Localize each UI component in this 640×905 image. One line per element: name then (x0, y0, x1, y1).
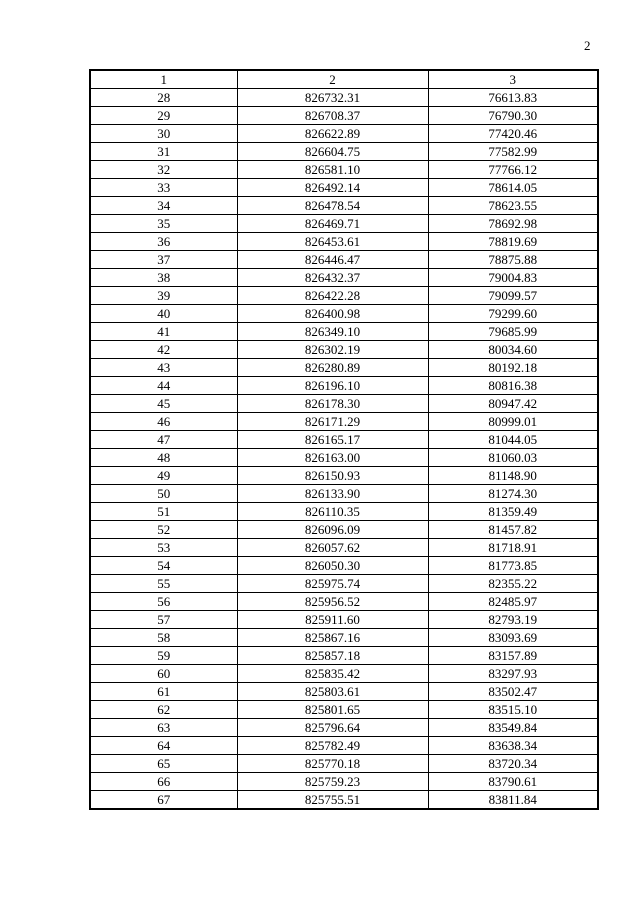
y-coordinate-cell: 83515.10 (428, 701, 598, 719)
point-number-cell: 48 (90, 449, 237, 467)
y-coordinate-cell: 81773.85 (428, 557, 598, 575)
table-row (90, 161, 598, 179)
column-header-3: 3 (428, 70, 598, 89)
x-coordinate-cell: 826732.31 (237, 89, 428, 107)
x-coordinate-cell: 825782.49 (237, 737, 428, 755)
table-row (90, 449, 598, 467)
table-row (90, 557, 598, 575)
table-row (90, 485, 598, 503)
point-number-cell: 56 (90, 593, 237, 611)
point-number-cell: 34 (90, 197, 237, 215)
y-coordinate-cell: 76790.30 (428, 107, 598, 125)
coordinates-table (89, 69, 599, 810)
point-number-cell: 42 (90, 341, 237, 359)
x-coordinate-cell: 825796.64 (237, 719, 428, 737)
point-number-cell: 33 (90, 179, 237, 197)
table-row (90, 377, 598, 395)
x-coordinate-cell: 826280.89 (237, 359, 428, 377)
x-coordinate-cell: 826196.10 (237, 377, 428, 395)
y-coordinate-cell: 79299.60 (428, 305, 598, 323)
y-coordinate-cell: 83297.93 (428, 665, 598, 683)
table-row (90, 89, 598, 107)
x-coordinate-cell: 825867.16 (237, 629, 428, 647)
x-coordinate-cell: 826432.37 (237, 269, 428, 287)
x-coordinate-cell: 826050.30 (237, 557, 428, 575)
x-coordinate-cell: 826478.54 (237, 197, 428, 215)
y-coordinate-cell: 79004.83 (428, 269, 598, 287)
table-row (90, 287, 598, 305)
point-number-cell: 49 (90, 467, 237, 485)
table-row (90, 179, 598, 197)
x-coordinate-cell: 825975.74 (237, 575, 428, 593)
point-number-cell: 67 (90, 791, 237, 810)
y-coordinate-cell: 83811.84 (428, 791, 598, 810)
point-number-cell: 63 (90, 719, 237, 737)
point-number-cell: 47 (90, 431, 237, 449)
page-number: 2 (584, 38, 591, 53)
table-row (90, 107, 598, 125)
y-coordinate-cell: 78623.55 (428, 197, 598, 215)
y-coordinate-cell: 78819.69 (428, 233, 598, 251)
point-number-cell: 45 (90, 395, 237, 413)
y-coordinate-cell: 80947.42 (428, 395, 598, 413)
table-header (90, 70, 598, 89)
point-number-cell: 59 (90, 647, 237, 665)
point-number-cell: 58 (90, 629, 237, 647)
point-number-cell: 50 (90, 485, 237, 503)
point-number-cell: 62 (90, 701, 237, 719)
point-number-cell: 66 (90, 773, 237, 791)
table-row (90, 143, 598, 161)
y-coordinate-cell: 81718.91 (428, 539, 598, 557)
y-coordinate-cell: 77420.46 (428, 125, 598, 143)
table-row (90, 629, 598, 647)
x-coordinate-cell: 826057.62 (237, 539, 428, 557)
x-coordinate-cell: 826622.89 (237, 125, 428, 143)
x-coordinate-cell: 825770.18 (237, 755, 428, 773)
table-row (90, 575, 598, 593)
point-number-cell: 44 (90, 377, 237, 395)
table-row (90, 539, 598, 557)
x-coordinate-cell: 826492.14 (237, 179, 428, 197)
table-row (90, 719, 598, 737)
point-number-cell: 38 (90, 269, 237, 287)
y-coordinate-cell: 80816.38 (428, 377, 598, 395)
point-number-cell: 37 (90, 251, 237, 269)
x-coordinate-cell: 826581.10 (237, 161, 428, 179)
y-coordinate-cell: 79685.99 (428, 323, 598, 341)
x-coordinate-cell: 826096.09 (237, 521, 428, 539)
column-header-2: 2 (237, 70, 428, 89)
table-row (90, 737, 598, 755)
y-coordinate-cell: 81044.05 (428, 431, 598, 449)
x-coordinate-cell: 826163.00 (237, 449, 428, 467)
point-number-cell: 32 (90, 161, 237, 179)
x-coordinate-cell: 826150.93 (237, 467, 428, 485)
x-coordinate-cell: 826302.19 (237, 341, 428, 359)
x-coordinate-cell: 825835.42 (237, 665, 428, 683)
point-number-cell: 61 (90, 683, 237, 701)
table-row (90, 647, 598, 665)
x-coordinate-cell: 826453.61 (237, 233, 428, 251)
table-row (90, 755, 598, 773)
table-row (90, 791, 598, 810)
table-row (90, 215, 598, 233)
table-row (90, 665, 598, 683)
x-coordinate-cell: 825956.52 (237, 593, 428, 611)
table-row (90, 413, 598, 431)
table-row (90, 467, 598, 485)
point-number-cell: 55 (90, 575, 237, 593)
x-coordinate-cell: 826110.35 (237, 503, 428, 521)
y-coordinate-cell: 81148.90 (428, 467, 598, 485)
point-number-cell: 41 (90, 323, 237, 341)
table-row (90, 341, 598, 359)
table-row (90, 251, 598, 269)
point-number-cell: 51 (90, 503, 237, 521)
column-header-1: 1 (90, 70, 237, 89)
point-number-cell: 53 (90, 539, 237, 557)
x-coordinate-cell: 826469.71 (237, 215, 428, 233)
y-coordinate-cell: 78692.98 (428, 215, 598, 233)
x-coordinate-cell: 826604.75 (237, 143, 428, 161)
point-number-cell: 65 (90, 755, 237, 773)
x-coordinate-cell: 826171.29 (237, 413, 428, 431)
x-coordinate-cell: 826165.17 (237, 431, 428, 449)
table-row (90, 503, 598, 521)
y-coordinate-cell: 77766.12 (428, 161, 598, 179)
x-coordinate-cell: 825801.65 (237, 701, 428, 719)
point-number-cell: 28 (90, 89, 237, 107)
x-coordinate-cell: 826400.98 (237, 305, 428, 323)
y-coordinate-cell: 83093.69 (428, 629, 598, 647)
x-coordinate-cell: 826446.47 (237, 251, 428, 269)
y-coordinate-cell: 79099.57 (428, 287, 598, 305)
point-number-cell: 64 (90, 737, 237, 755)
point-number-cell: 46 (90, 413, 237, 431)
point-number-cell: 52 (90, 521, 237, 539)
table-row (90, 197, 598, 215)
y-coordinate-cell: 78875.88 (428, 251, 598, 269)
header-row (90, 70, 598, 89)
y-coordinate-cell: 80192.18 (428, 359, 598, 377)
x-coordinate-cell: 825803.61 (237, 683, 428, 701)
table-row (90, 683, 598, 701)
y-coordinate-cell: 83157.89 (428, 647, 598, 665)
table-row (90, 323, 598, 341)
point-number-cell: 29 (90, 107, 237, 125)
y-coordinate-cell: 81457.82 (428, 521, 598, 539)
point-number-cell: 57 (90, 611, 237, 629)
point-number-cell: 31 (90, 143, 237, 161)
x-coordinate-cell: 826422.28 (237, 287, 428, 305)
y-coordinate-cell: 83549.84 (428, 719, 598, 737)
point-number-cell: 30 (90, 125, 237, 143)
table-row (90, 701, 598, 719)
table-row (90, 125, 598, 143)
point-number-cell: 40 (90, 305, 237, 323)
table-row (90, 233, 598, 251)
x-coordinate-cell: 826178.30 (237, 395, 428, 413)
table-row (90, 395, 598, 413)
table-row (90, 521, 598, 539)
y-coordinate-cell: 80999.01 (428, 413, 598, 431)
x-coordinate-cell: 826133.90 (237, 485, 428, 503)
point-number-cell: 60 (90, 665, 237, 683)
x-coordinate-cell: 825759.23 (237, 773, 428, 791)
y-coordinate-cell: 82793.19 (428, 611, 598, 629)
table-row (90, 305, 598, 323)
x-coordinate-cell: 825755.51 (237, 791, 428, 810)
table-row (90, 431, 598, 449)
x-coordinate-cell: 826349.10 (237, 323, 428, 341)
y-coordinate-cell: 81274.30 (428, 485, 598, 503)
y-coordinate-cell: 83720.34 (428, 755, 598, 773)
point-number-cell: 35 (90, 215, 237, 233)
table-row (90, 593, 598, 611)
point-number-cell: 36 (90, 233, 237, 251)
table-row (90, 269, 598, 287)
y-coordinate-cell: 82355.22 (428, 575, 598, 593)
x-coordinate-cell: 825911.60 (237, 611, 428, 629)
table-row (90, 773, 598, 791)
y-coordinate-cell: 80034.60 (428, 341, 598, 359)
y-coordinate-cell: 81359.49 (428, 503, 598, 521)
y-coordinate-cell: 77582.99 (428, 143, 598, 161)
y-coordinate-cell: 82485.97 (428, 593, 598, 611)
table-row (90, 359, 598, 377)
y-coordinate-cell: 83790.61 (428, 773, 598, 791)
table-row (90, 611, 598, 629)
y-coordinate-cell: 78614.05 (428, 179, 598, 197)
point-number-cell: 39 (90, 287, 237, 305)
x-coordinate-cell: 826708.37 (237, 107, 428, 125)
y-coordinate-cell: 76613.83 (428, 89, 598, 107)
y-coordinate-cell: 83502.47 (428, 683, 598, 701)
point-number-cell: 54 (90, 557, 237, 575)
table-body (90, 89, 598, 810)
y-coordinate-cell: 83638.34 (428, 737, 598, 755)
x-coordinate-cell: 825857.18 (237, 647, 428, 665)
y-coordinate-cell: 81060.03 (428, 449, 598, 467)
point-number-cell: 43 (90, 359, 237, 377)
